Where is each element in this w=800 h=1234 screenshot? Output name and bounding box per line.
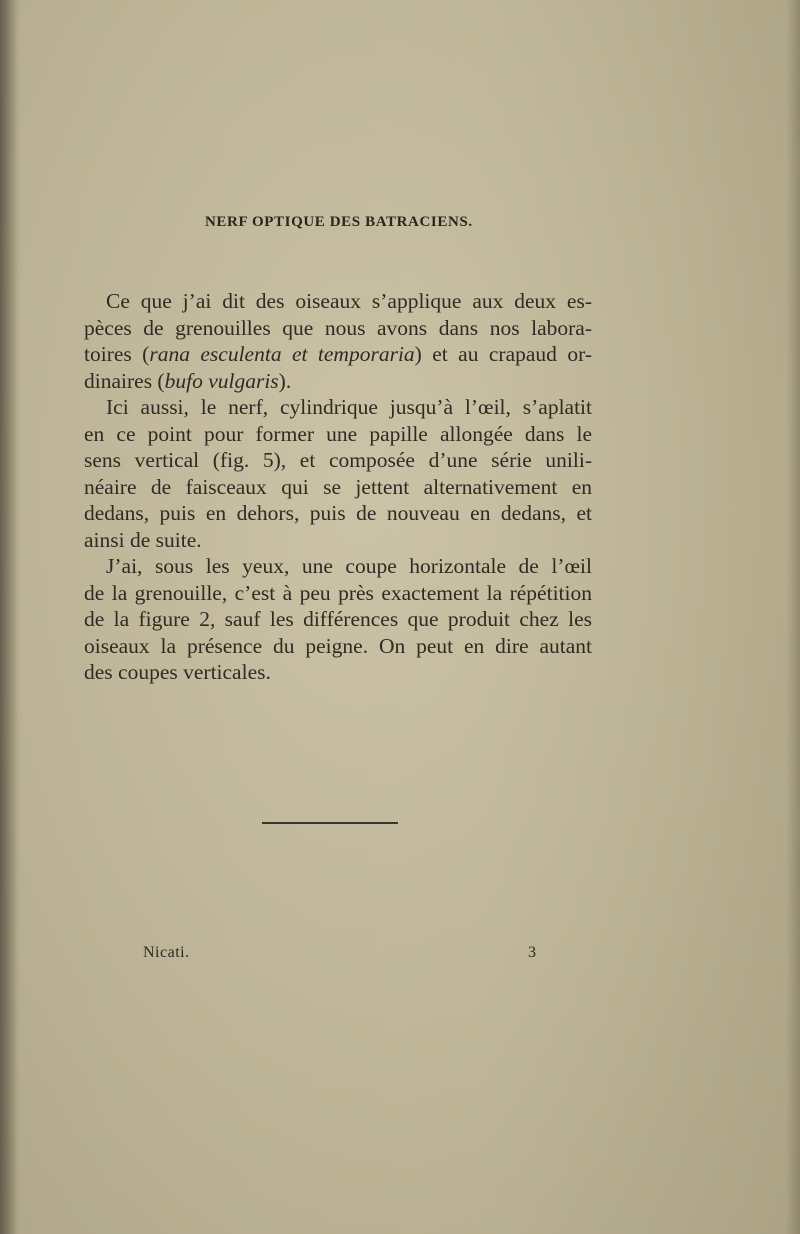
page-edge-shadow — [786, 0, 800, 1234]
binding-gutter-shadow — [0, 0, 18, 1234]
paragraph-2-line-4: néaire de faisceaux qui se jettent alternativement en — [84, 474, 592, 499]
paragraph-2-line-2: en ce point pour former une papille allongée dans le — [84, 421, 592, 446]
paragraph-3-line-5: des coupes verticales. — [84, 660, 271, 684]
paragraph-2-line-3: sens vertical (fig. 5), et composée d’une série unili- — [84, 448, 592, 472]
paragraph-3-line-2: de la grenouille, c’est à peu près exactement la répétition — [84, 580, 592, 605]
paragraph-1-line-4: dinaires (bufo vulgaris). — [84, 368, 292, 393]
paragraph-2-line-1: Ici aussi, le nerf, cylindrique jusqu’à l’œil, s’aplatit — [106, 395, 592, 419]
body-text — [84, 288, 592, 686]
paragraph-1-line-2: pèces de grenouilles que nous avons dans nos labora- — [84, 315, 592, 340]
paragraph-3-line-3: de la figure 2, sauf les différences que produit chez les — [84, 607, 592, 631]
paragraph-3-line-1: J’ai, sous les yeux, une coupe horizontale de l’œil — [106, 554, 592, 578]
footer-signature-mark: 3 — [528, 944, 536, 961]
paragraph-2-line-6: ainsi de suite. — [84, 527, 202, 552]
footer-author: Nicati. — [143, 944, 190, 961]
paragraph-1-line-1: Ce que j’ai dit des oiseaux s’applique aux deux es- — [106, 289, 592, 313]
paragraph-3-line-4: oiseaux la présence du peigne. On peut en dire autant — [84, 633, 592, 658]
paragraph-1 — [84, 288, 592, 394]
paragraph-1-line-3: toires (rana esculenta et temporaria) et au crapaud or- — [84, 342, 592, 366]
paragraph-2 — [84, 394, 592, 553]
paragraph-2-line-5: dedans, puis en dehors, puis de nouveau en dedans, et — [84, 501, 592, 525]
section-rule — [262, 822, 398, 824]
running-head: NERF OPTIQUE DES BATRACIENS. — [205, 214, 473, 230]
paragraph-3 — [84, 553, 592, 686]
